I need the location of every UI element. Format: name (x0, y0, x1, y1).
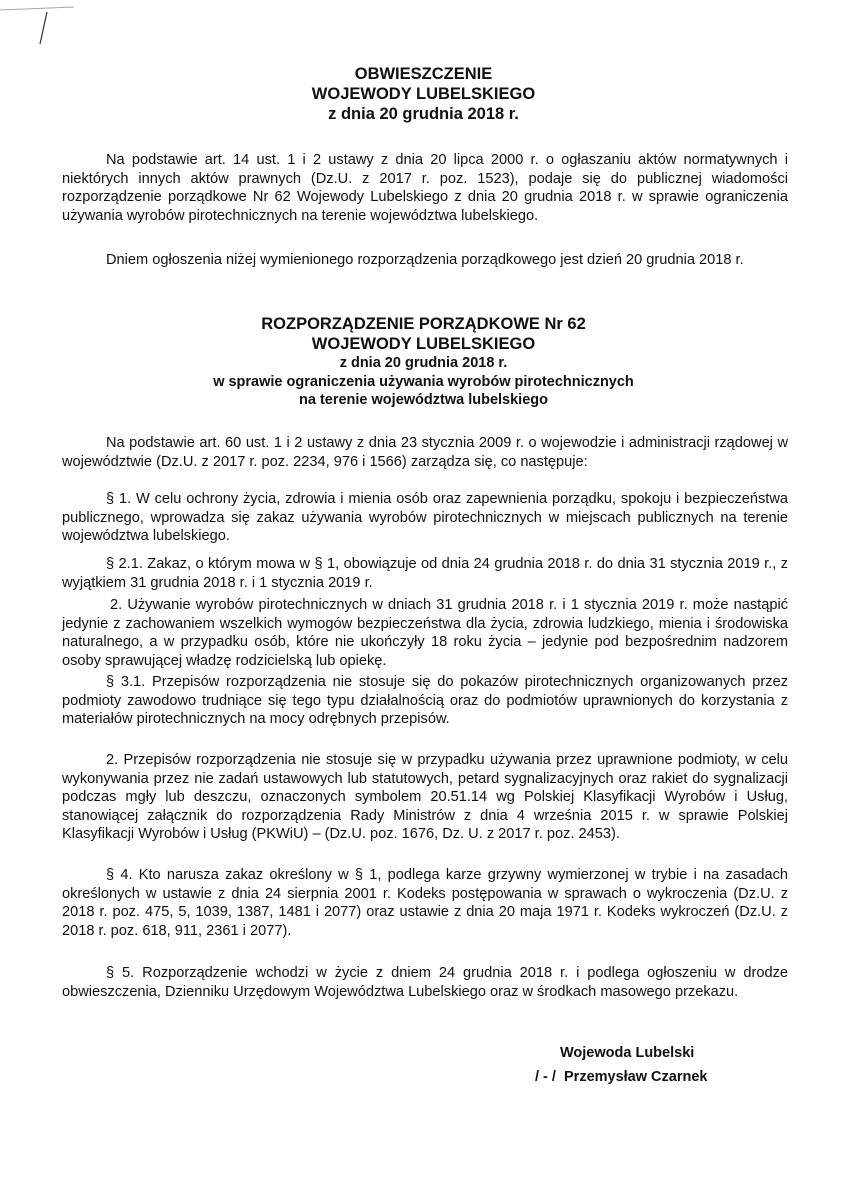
signature-name: / - / Przemysław Czarnek (535, 1069, 708, 1085)
notice-title: OBWIESZCZENIE (354, 65, 493, 83)
notice-header (0, 64, 847, 124)
regulation-date: z dnia 20 grudnia 2018 r. (339, 355, 508, 371)
signature-title: Wojewoda Lubelski (560, 1045, 695, 1061)
section-3-1: § 3.1. Przepisów rozporządzenia nie stosuje się do pokazów pirotechnicznych organizowanych przez podmioty zawodowo trudniące się tego typu działalnością oraz do podmiotów uprawnionych do korzystania z materiałów pirotechnicznych na mocy odrębnych przepisów. (62, 674, 788, 727)
legal-basis-paragraph: Na podstawie art. 60 ust. 1 i 2 ustawy z dnia 23 stycznia 2009 r. o wojewodzie i administracji rządowej w województwie (Dz.U. z 2017 r. poz. 2234, 976 i 1566) zarządza się, co następuje: (62, 435, 788, 470)
regulation-header (0, 314, 847, 410)
notice-issuer: WOJEWODY LUBELSKIEGO (311, 85, 536, 103)
regulation-title: ROZPORZĄDZENIE PORZĄDKOWE Nr 62 (261, 315, 586, 333)
regulation-subject: w sprawie ograniczenia używania wyrobów pirotechnicznych (213, 373, 634, 390)
section-1: § 1. W celu ochrony życia, zdrowia i mienia osób oraz zapewnienia porządku, spokoju i bezpieczeństwa publicznego, wprowadza się zakaz używania wyrobów pirotechnicznych w miejscach publicznych na terenie województwa lubelskiego. (62, 491, 788, 544)
section-4: § 4. Kto narusza zakaz określony w § 1, podlega karze grzywny wymierzonej w trybie i na zasadach określonych w ustawie z dnia 24 sierpnia 2001 r. Kodeks postępowania w sprawach o wykroczenia (Dz.U. z 2018 r. poz. 475, 5, 1039, 1387, 1481 i 2077) oraz ustawie z dnia 20 maja 1971 r. Kodeks wykroczeń (Dz.U. z 2018 r. poz. 618, 911, 2361 i 2077). (62, 867, 788, 939)
scan-corner-mark (0, 0, 80, 50)
announcement-date-paragraph: Dniem ogłoszenia niżej wymienionego rozporządzenia porządkowego jest dzień 20 grudnia 2018 r. (106, 252, 744, 268)
section-5: § 5. Rozporządzenie wchodzi w życie z dniem 24 grudnia 2018 r. i podlega ogłoszeniu w drodze obwieszczenia, Dzienniku Urzędowym Województwa Lubelskiego oraz w środkach masowego przekazu. (62, 965, 788, 1000)
intro-paragraph: Na podstawie art. 14 ust. 1 i 2 ustawy z dnia 20 lipca 2000 r. o ogłaszaniu aktów normatywnych i niektórych innych aktów prawnych (Dz.U. z 2017 r. poz. 1523), podaje się do publicznej wiadomości rozporządzenie porządkowe Nr 62 Wojewody Lubelskiego z dnia 20 grudnia 2018 r. w sprawie ograniczenia używania wyrobów pirotechnicznych na terenie województwa lubelskiego. (62, 152, 788, 224)
regulation-subject-cont: na terenie województwa lubelskiego (299, 392, 548, 408)
section-2-1: § 2.1. Zakaz, o którym mowa w § 1, obowiązuje od dnia 24 grudnia 2018 r. do dnia 31 stycznia 2019 r., z wyjątkiem 31 grudnia 2018 r. i 1 stycznia 2019 r. (62, 556, 788, 591)
section-3-2: 2. Przepisów rozporządzenia nie stosuje się w przypadku używania przez uprawnione podmioty, w celu wykonywania przez nie zadań ustawowych lub statutowych, petard sygnalizacyjnych oraz rakiet do sygnalizacji podczas mgły lub deszczu, oznaczonych symbolem 20.51.14 wg Polskiej Klasyfikacji Wyrobów i Usług, stanowiącej załącznik do rozporządzenia Rady Ministrów z dnia 4 września 2015 r. w sprawie Polskiej Klasyfikacji Wyrobów i Usług (PKWiU) – (Dz.U. poz. 1676, Dz. U. z 2017 r. poz. 2453). (62, 752, 788, 842)
notice-date: z dnia 20 grudnia 2018 r. (328, 105, 519, 123)
regulation-issuer: WOJEWODY LUBELSKIEGO (311, 335, 536, 353)
section-2-2: 2. Używanie wyrobów pirotechnicznych w dniach 31 grudnia 2018 r. i 1 stycznia 2019 r. może nastąpić jedynie z zachowaniem wszelkich wymogów bezpieczeństwa dla życia, zdrowia ludzkiego, mienia i środowiska naturalnego, a w przypadku osób, które nie ukończyły 18 roku życia – jedynie pod bezpośrednim nadzorem osoby sprawującej władzę rodzicielską lub opiekę. (62, 597, 788, 669)
